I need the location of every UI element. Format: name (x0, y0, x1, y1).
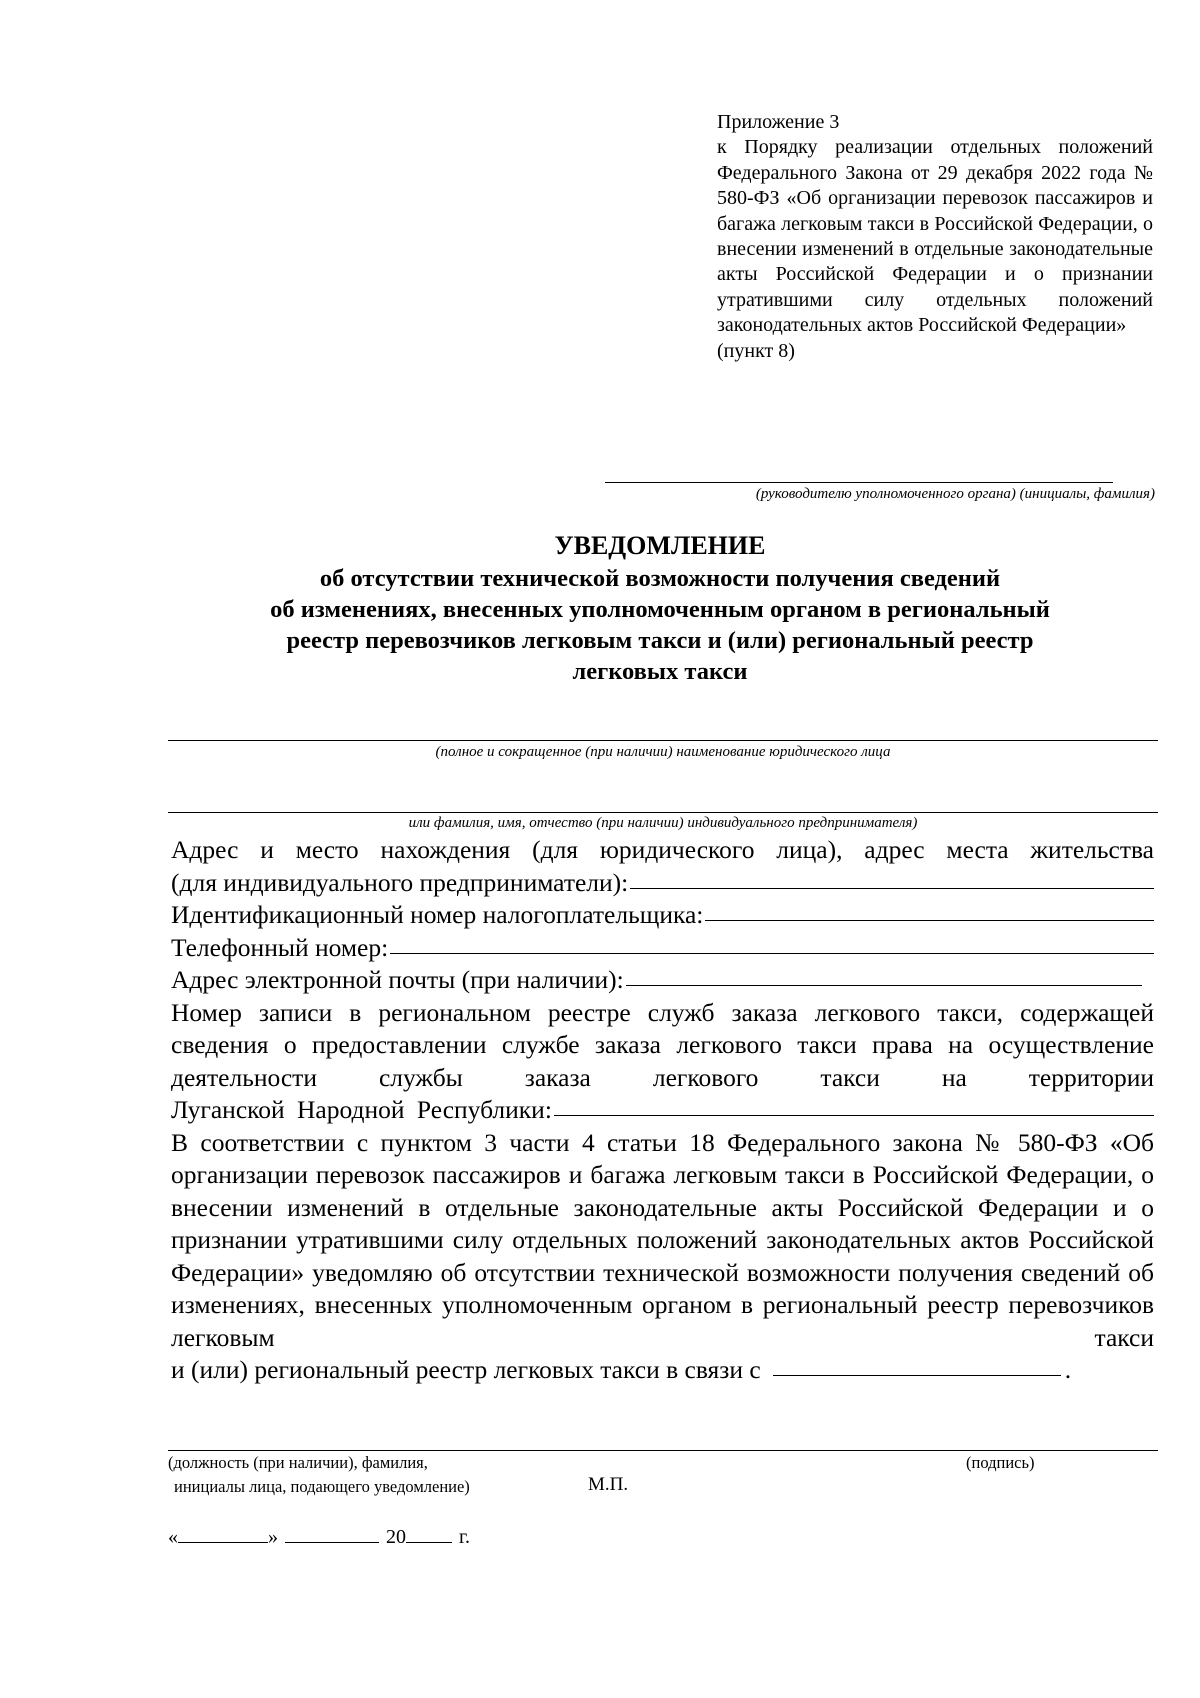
legal-entity-caption: (полное и сокращенное (при наличии) наименование юридического лица (435, 744, 891, 760)
appendix-block (717, 110, 1153, 364)
date-open-quote: « (168, 1526, 178, 1548)
signature-caption: (подпись) (966, 1453, 1035, 1472)
title-line-2: об изменениях, внесенных уполномоченным органом в региональный (270, 596, 1050, 623)
email-row (171, 964, 1154, 997)
inn-row (171, 899, 1154, 932)
address-label-line2: (для индивидуального предприниматели): (171, 867, 629, 897)
body-text: В соответствии с пунктом 3 части 4 статьи 18 Федерального закона № 580-ФЗ «Об организации перевозок пассажиров и багажа легковым такси в Российской Федерации, о внесении изменений в отдельные законодательные акты Российской Федерации и о признании утратившими силу отдельных положений законодательных актов Российской Федерации» уведомляю об отсутствии технической возможности получения сведений об изменениях, внесенных уполномоченным органом в региональный реестр перевозчиков легковым такси (171, 1127, 1154, 1352)
date-year-prefix: 20 (386, 1526, 406, 1548)
recipient-caption: (руководителю уполномоченного органа) (инициалы, фамилия) (755, 486, 1155, 502)
address-input-line[interactable] (630, 888, 1154, 889)
registry-text: Номер записи в региональном реестре служб заказа легкового такси, содержащей сведения о предоставлении службе заказа легкового такси права на осуществление деятельности службы заказа легкового такси на территории (171, 997, 1154, 1092)
title-line-4: легковых такси (572, 658, 748, 685)
phone-label: Телефонный номер: (171, 932, 389, 962)
appendix-point: (пункт 8) (717, 339, 795, 362)
individual-caption: или фамилия, имя, отчество (при наличии) индивидуального предпринимателя) (408, 815, 918, 831)
position-caption (168, 1451, 470, 1499)
reason-input-line[interactable] (773, 1375, 1061, 1376)
email-input-line[interactable] (626, 985, 1142, 986)
phone-input-line[interactable] (390, 953, 1154, 954)
date-year-suffix: г. (459, 1526, 470, 1548)
body-last-line: и (или) региональный реестр легковых такси в связи с (171, 1355, 761, 1384)
recipient-line[interactable] (605, 482, 1113, 483)
document-title (140, 530, 1180, 687)
date-day-input[interactable] (178, 1524, 268, 1543)
inn-input-line[interactable] (705, 920, 1154, 921)
address-row (171, 867, 1154, 900)
inn-label: Идентификационный номер налогоплательщика: (171, 900, 704, 929)
date-close-quote: » (268, 1526, 278, 1548)
body-last-row (171, 1354, 1154, 1387)
registry-input-line[interactable] (554, 1115, 1154, 1116)
registry-row (171, 1094, 1154, 1127)
legal-entity-line[interactable] (168, 740, 1158, 741)
date-row (168, 1524, 470, 1549)
address-label-line1: Адрес и место нахождения (для юридического лица), адрес места жительства (171, 835, 1154, 864)
title-line-3: реестр перевозчиков легковым такси и (или) региональный реестр (286, 627, 1034, 654)
appendix-title: Приложение 3 (717, 111, 840, 133)
phone-row (171, 932, 1154, 965)
registry-label: Луганской Народной Республики: (171, 1095, 552, 1124)
title-line-1: об отсутствии технической возможности получения сведений (319, 565, 1001, 592)
stamp-label: М.П. (588, 1474, 629, 1495)
position-caption-line2: инициалы лица, подающего уведомление) (174, 1477, 470, 1496)
title-heading: УВЕДОМЛЕНИЕ (554, 531, 766, 560)
email-label: Адрес электронной почты (при наличии): (171, 965, 624, 994)
appendix-text: к Порядку реализации отдельных положений Федерального Закона от 29 декабря 2022 года № 580-ФЗ «Об организации перевозок пассажиров и багажа легковым такси в Российской Федерации, о внесении изменений в отдельные законодательные акты Российской Федерации и о признании утратившими силу отдельных положений законодательных актов Российской Федерации» (717, 136, 1153, 337)
individual-line[interactable] (168, 812, 1158, 813)
body-end-mark: . (1064, 1355, 1072, 1384)
date-month-input[interactable] (285, 1524, 379, 1543)
position-caption-line1: (должность (при наличии), фамилия, (168, 1453, 428, 1472)
date-year-input[interactable] (406, 1524, 452, 1543)
fields-block (171, 834, 1154, 1387)
